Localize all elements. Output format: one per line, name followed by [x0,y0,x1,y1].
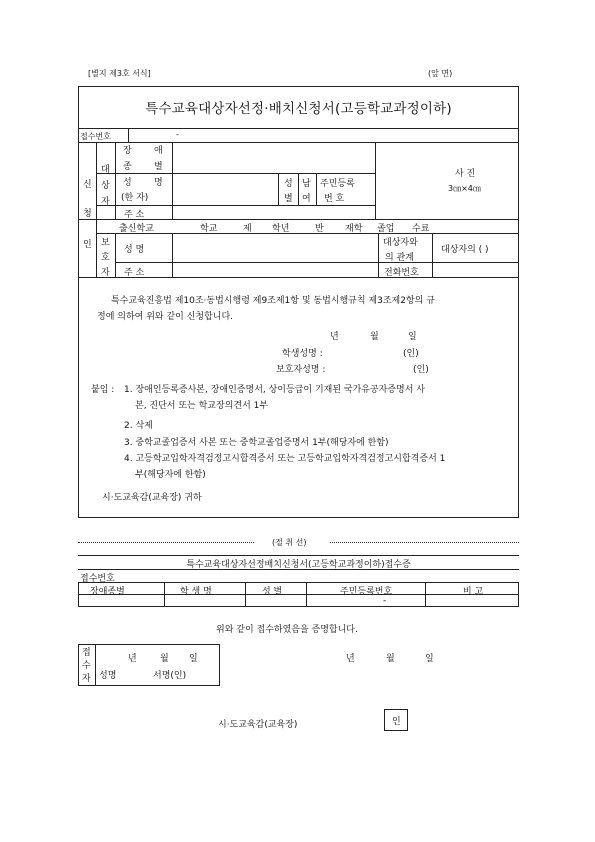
disability-label-4: 별 [154,162,163,172]
student-seal: (인) [403,349,419,359]
col-student: 학 생 명 [180,587,212,597]
female-option[interactable]: 여 [302,194,311,204]
attach-1b: 본, 진단서 또는 학교장의견서 1부 [135,401,269,411]
statement-line-2: 정에 의하여 위와 같이 신청합니다. [97,312,234,322]
receipt-no-dash: - [176,130,179,139]
applicant-label-3: 인 [83,240,92,250]
guardian-sign-label: 보호자성명 : [276,365,326,375]
receiver-label-2: 수 [82,661,91,671]
cut-line-label: (절 취 선) [272,538,307,547]
issuer-label: 시·도교육감(교육장) [218,720,298,730]
attach-4a: 4. 고등학교입학자격검정고시합격증서 또는 고등학교입학자격검정고시합격증서 1 [124,454,446,464]
col-sex: 성 별 [262,587,283,597]
subject-label-1: 대 [101,165,110,175]
col-disability: 장애종별 [90,587,125,597]
receipt-no-label: 접수번호 [80,132,111,141]
guardian-name-label: 성 명 [124,245,145,255]
date-day: 일 [408,332,417,342]
attach-2: 2. 삭제 [124,421,153,431]
photo-label: 사 진 [455,169,476,179]
disability-label-1: 장 [123,146,132,156]
address-label: 주 소 [124,210,145,220]
date-year: 년 [330,332,339,342]
school-label: 출신학교 [119,224,154,234]
guardian-seal: (인) [413,365,429,375]
sex-label-2: 별 [284,194,293,204]
receiver-label-3: 자 [82,674,91,684]
relation-value: 대상자의 ( ) [441,245,489,255]
school-enrolled: 재학 [345,224,363,234]
disability-label-2: 애 [154,146,163,156]
col-remarks: 비 고 [463,587,484,597]
subject-label-3: 자 [101,197,110,207]
receiver-sign: 서명(인) [153,671,187,681]
attach-1a: 1. 장애인등록증사본, 장애인증명서, 상이등급이 기재된 국가유공자증명서 사 [124,385,425,395]
cut-line-left [78,542,254,543]
photo-size: 3㎝×4㎝ [448,184,481,193]
applicant-label-2: 청 [83,209,92,219]
receiver-label-1: 접 [82,648,91,658]
guardian-address-label: 주 소 [124,268,145,278]
subject-label-2: 상 [101,181,110,191]
receipt-no-label-2: 접수번호 [80,574,115,584]
relation-label-2: 의 관계 [385,253,414,263]
form-number: [별지 제3호 서식] [88,69,151,78]
guardian-label-3: 자 [101,268,110,278]
attach-label: 붙임 : [91,385,115,395]
receiver-month: 월 [160,654,169,664]
student-sign-label: 학생성명 : [282,349,323,359]
receiver-name: 성명 [99,671,117,681]
phone-label: 전화번호 [384,268,419,278]
name-label-2: 명 [154,178,163,188]
attach-4b: 부(해당자에 한함) [135,470,206,480]
col-rrn: 주민등록번호 [340,587,393,597]
disability-label-3: 종 [123,162,132,172]
seal-text: 인 [392,717,401,727]
school-completed: 수료 [412,224,430,234]
relation-label-1: 대상자와 [383,238,418,248]
guardian-label-1: 보 [101,238,110,248]
issue-day: 일 [425,654,434,664]
date-month: 월 [370,332,379,342]
name-label-1: 성 [123,178,132,188]
rrn-label-2: 번 호 [324,194,345,204]
sex-label-1: 성 [284,179,293,189]
addressee: 시·도교육감(교육장) 귀하 [102,493,202,503]
receiver-year: 년 [128,654,137,664]
school-word: 학교 [200,224,218,234]
school-grade: 학년 [272,224,290,234]
rrn-dash: - [383,596,387,606]
cut-line-right [330,542,519,543]
receipt-title: 특수교육대상자선정배치신청서(고등학교과정이하)접수증 [186,560,411,570]
issue-month: 월 [386,654,395,664]
page-side-label: (앞 면) [428,69,453,78]
school-graduated: 졸업 [377,224,395,234]
guardian-label-2: 호 [101,253,110,263]
school-class: 반 [315,224,324,234]
receipt-statement: 위와 같이 접수하였음을 증명합니다. [216,625,358,635]
form-title: 특수교육대상자선정·배치신청서(고등학교과정이하) [145,101,452,117]
school-je: 제 [243,224,252,234]
male-option[interactable]: 남 [302,179,311,189]
statement-line-1: 특수교육진흥법 제10조·동법시행령 제9조제1항 및 동법시행규칙 제3조제2항의 규 [111,296,435,306]
hanja-label: (한 자) [121,193,149,203]
applicant-label-1: 신 [83,180,92,190]
attach-3: 3. 중학교졸업증서 사본 또는 중학교졸업증명서 1부(해당자에 한함) [124,438,389,448]
rrn-label-1: 주민등록 [320,179,355,189]
issue-year: 년 [346,654,355,664]
receiver-day: 일 [189,654,198,664]
